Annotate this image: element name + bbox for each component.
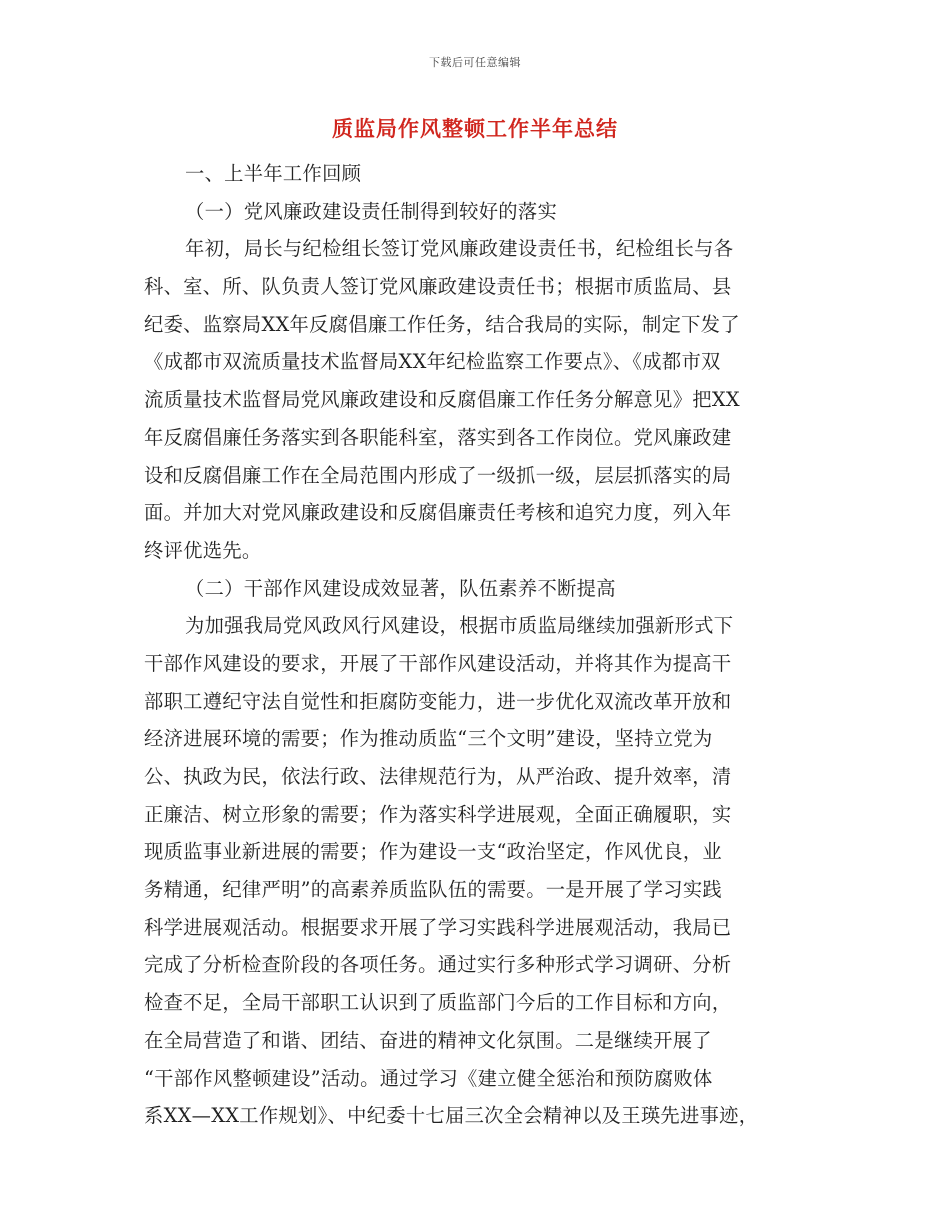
- text-line: 一、上半年工作回顾: [185, 162, 362, 185]
- text-line: 终评优选先。: [144, 538, 262, 562]
- text-line: 经济进展环境的需要；作为推动质监“三个文明”建设，坚持立党为: [144, 727, 713, 751]
- text-line: 面。并加大对党风廉政建设和反腐倡廉责任考核和追究力度，列入年: [144, 501, 732, 525]
- document-title: 质监局作风整顿工作半年总结: [332, 116, 618, 141]
- text-line: 年初，局长与纪检组长签订党风廉政建设责任书，纪检组长与各: [185, 237, 734, 261]
- text-line: 检查不足，全局干部职工认识到了质监部门今后的工作目标和方向，: [144, 991, 732, 1015]
- text-line: 部职工遵纪守法自觉性和拒腐防变能力，进一步优化双流改革开放和: [144, 689, 732, 713]
- text-line: 务精通，纪律严明”的高素养质监队伍的需要。一是开展了学习实践: [144, 878, 723, 902]
- text-line: 《成都市双流质量技术监督局XX年纪检监察工作要点》、《成都市双: [144, 350, 721, 374]
- text-line: 公、执政为民，依法行政、法律规范行为，从严治政、提升效率，清: [144, 765, 732, 788]
- text-line: 流质量技术监督局党风廉政建设和反腐倡廉工作任务分解意见》把XX: [144, 388, 740, 412]
- text-line: 为加强我局党风政风行风建设，根据市质监局继续加强新形式下: [185, 614, 734, 638]
- text-line: 在全局营造了和谐、团结、奋进的精神文化氛围。二是继续开展了: [144, 1028, 712, 1052]
- download-note: 下载后可任意编辑: [429, 56, 521, 69]
- text-line: 科学进展观活动。根据要求开展了学习实践科学进展观活动，我局已: [144, 915, 732, 939]
- text-line: 年反腐倡廉任务落实到各职能科室，落实到各工作岗位。党风廉政建: [144, 425, 732, 449]
- text-line: 科、室、所、队负责人签订党风廉政建设责任书；根据市质监局、县: [144, 275, 732, 299]
- text-line: （二）干部作风建设成效显著，队伍素养不断提高: [185, 576, 616, 600]
- text-line: 现质监事业新进展的需要；作为建设一支“政治坚定，作风优良，业: [144, 840, 723, 864]
- text-line: “干部作风整顿建设”活动。通过学习《建立健全惩治和预防腐败体: [144, 1066, 713, 1090]
- text-line: 系XX—XX工作规划》、中纪委十七届三次全会精神以及王瑛先进事迹，: [144, 1104, 759, 1128]
- text-line: 干部作风建设的要求，开展了干部作风建设活动，并将其作为提高干: [144, 651, 732, 675]
- document-body: [144, 155, 806, 1135]
- text-line: （一）党风廉政建设责任制得到较好的落实: [185, 199, 558, 223]
- text-line: 正廉洁、树立形象的需要；作为落实科学进展观，全面正确履职，实: [144, 802, 732, 826]
- text-line: 设和反腐倡廉工作在全局范围内形成了一级抓一级，层层抓落实的局: [144, 463, 732, 487]
- text-line: 完成了分析检查阶段的各项任务。通过实行多种形式学习调研、分析: [144, 953, 732, 977]
- text-line: 纪委、监察局XX年反腐倡廉工作任务，结合我局的实际，制定下发了: [144, 312, 740, 336]
